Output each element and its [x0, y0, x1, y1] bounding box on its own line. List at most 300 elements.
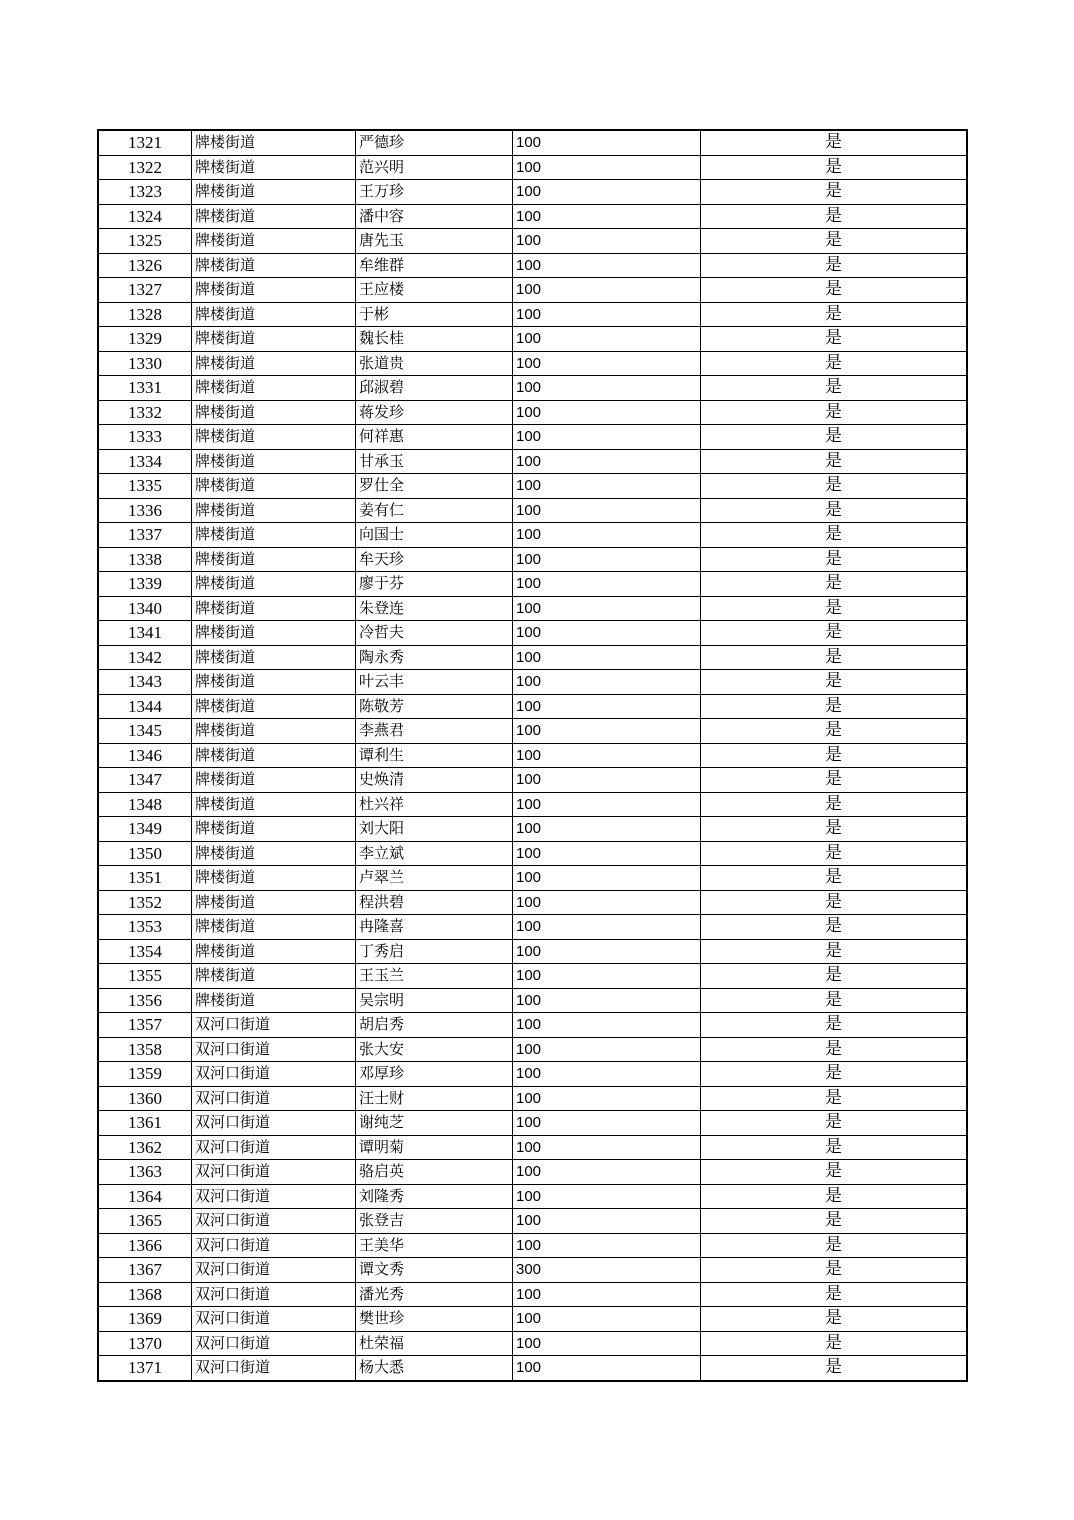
cell-person-name: 张大安: [356, 1037, 513, 1062]
table-row: [98, 743, 967, 768]
cell-row-number: 1369: [98, 1307, 192, 1332]
cell-row-number: 1328: [98, 302, 192, 327]
cell-person-name: 杨大悉: [356, 1356, 513, 1381]
cell-flag: 是: [701, 596, 968, 621]
table-row: [98, 1135, 967, 1160]
cell-street: 双河口街道: [192, 1013, 356, 1038]
cell-street: 牌楼街道: [192, 253, 356, 278]
cell-person-name: 樊世珍: [356, 1307, 513, 1332]
table-row: [98, 719, 967, 744]
cell-street: 牌楼街道: [192, 302, 356, 327]
cell-street: 牌楼街道: [192, 915, 356, 940]
cell-flag: 是: [701, 1356, 968, 1381]
cell-flag: 是: [701, 915, 968, 940]
cell-person-name: 杜兴祥: [356, 792, 513, 817]
cell-person-name: 史焕清: [356, 768, 513, 793]
cell-amount: 100: [513, 204, 701, 229]
data-table: [97, 129, 968, 1382]
cell-street: 牌楼街道: [192, 866, 356, 891]
cell-amount: 100: [513, 841, 701, 866]
table-row: [98, 792, 967, 817]
cell-amount: 100: [513, 1233, 701, 1258]
cell-flag: 是: [701, 474, 968, 499]
cell-row-number: 1345: [98, 719, 192, 744]
cell-row-number: 1347: [98, 768, 192, 793]
table-row: [98, 204, 967, 229]
cell-amount: 100: [513, 130, 701, 155]
cell-flag: 是: [701, 155, 968, 180]
cell-flag: 是: [701, 1282, 968, 1307]
cell-street: 牌楼街道: [192, 229, 356, 254]
cell-person-name: 冷哲夫: [356, 621, 513, 646]
cell-street: 双河口街道: [192, 1184, 356, 1209]
cell-amount: 100: [513, 1160, 701, 1185]
cell-row-number: 1371: [98, 1356, 192, 1381]
table-row: [98, 1233, 967, 1258]
cell-row-number: 1367: [98, 1258, 192, 1283]
cell-amount: 100: [513, 253, 701, 278]
cell-person-name: 甘承玉: [356, 449, 513, 474]
cell-row-number: 1321: [98, 130, 192, 155]
cell-street: 双河口街道: [192, 1086, 356, 1111]
cell-row-number: 1355: [98, 964, 192, 989]
cell-flag: 是: [701, 1160, 968, 1185]
cell-person-name: 向国士: [356, 523, 513, 548]
cell-flag: 是: [701, 278, 968, 303]
table-row: [98, 498, 967, 523]
table-row: [98, 302, 967, 327]
table-row: [98, 939, 967, 964]
cell-person-name: 胡启秀: [356, 1013, 513, 1038]
cell-street: 牌楼街道: [192, 376, 356, 401]
cell-amount: 100: [513, 1184, 701, 1209]
cell-amount: 100: [513, 1062, 701, 1087]
cell-amount: 100: [513, 1111, 701, 1136]
cell-row-number: 1366: [98, 1233, 192, 1258]
cell-street: 牌楼街道: [192, 768, 356, 793]
cell-flag: 是: [701, 988, 968, 1013]
cell-flag: 是: [701, 817, 968, 842]
cell-amount: 100: [513, 278, 701, 303]
cell-flag: 是: [701, 400, 968, 425]
cell-person-name: 刘大阳: [356, 817, 513, 842]
cell-row-number: 1362: [98, 1135, 192, 1160]
table-row: [98, 915, 967, 940]
cell-amount: 100: [513, 155, 701, 180]
table-row: [98, 1062, 967, 1087]
cell-amount: 100: [513, 670, 701, 695]
table-row: [98, 817, 967, 842]
table-row: [98, 1111, 967, 1136]
cell-flag: 是: [701, 1233, 968, 1258]
cell-row-number: 1337: [98, 523, 192, 548]
cell-street: 牌楼街道: [192, 694, 356, 719]
cell-amount: 100: [513, 376, 701, 401]
cell-street: 双河口街道: [192, 1331, 356, 1356]
cell-amount: 100: [513, 1209, 701, 1234]
table-row: [98, 890, 967, 915]
table-row: [98, 229, 967, 254]
cell-amount: 100: [513, 939, 701, 964]
cell-amount: 100: [513, 400, 701, 425]
cell-amount: 100: [513, 498, 701, 523]
table-row: [98, 1331, 967, 1356]
table-body: [98, 130, 967, 1381]
cell-row-number: 1327: [98, 278, 192, 303]
table-row: [98, 1086, 967, 1111]
cell-flag: 是: [701, 964, 968, 989]
cell-person-name: 张道贵: [356, 351, 513, 376]
cell-amount: 100: [513, 572, 701, 597]
cell-person-name: 范兴明: [356, 155, 513, 180]
table-row: [98, 1184, 967, 1209]
cell-flag: 是: [701, 1135, 968, 1160]
table-row: [98, 1037, 967, 1062]
cell-street: 双河口街道: [192, 1209, 356, 1234]
cell-amount: 100: [513, 1331, 701, 1356]
cell-row-number: 1348: [98, 792, 192, 817]
cell-amount: 100: [513, 719, 701, 744]
cell-amount: 100: [513, 229, 701, 254]
cell-flag: 是: [701, 621, 968, 646]
cell-flag: 是: [701, 498, 968, 523]
cell-street: 双河口街道: [192, 1111, 356, 1136]
cell-person-name: 姜有仁: [356, 498, 513, 523]
cell-flag: 是: [701, 302, 968, 327]
cell-flag: 是: [701, 1258, 968, 1283]
cell-amount: 100: [513, 694, 701, 719]
table-row: [98, 621, 967, 646]
table-row: [98, 1160, 967, 1185]
cell-amount: 100: [513, 964, 701, 989]
cell-street: 牌楼街道: [192, 449, 356, 474]
table-row: [98, 1307, 967, 1332]
table-row: [98, 474, 967, 499]
cell-amount: 100: [513, 915, 701, 940]
cell-flag: 是: [701, 523, 968, 548]
cell-flag: 是: [701, 376, 968, 401]
table-row: [98, 180, 967, 205]
cell-person-name: 李燕君: [356, 719, 513, 744]
cell-street: 牌楼街道: [192, 964, 356, 989]
cell-amount: 100: [513, 351, 701, 376]
cell-flag: 是: [701, 792, 968, 817]
cell-amount: 100: [513, 1037, 701, 1062]
cell-street: 牌楼街道: [192, 841, 356, 866]
cell-row-number: 1351: [98, 866, 192, 891]
cell-row-number: 1359: [98, 1062, 192, 1087]
cell-amount: 100: [513, 1086, 701, 1111]
table-row: [98, 425, 967, 450]
cell-person-name: 王应楼: [356, 278, 513, 303]
cell-row-number: 1331: [98, 376, 192, 401]
cell-row-number: 1332: [98, 400, 192, 425]
cell-row-number: 1349: [98, 817, 192, 842]
cell-row-number: 1365: [98, 1209, 192, 1234]
cell-person-name: 卢翠兰: [356, 866, 513, 891]
table-row: [98, 1282, 967, 1307]
cell-person-name: 汪士财: [356, 1086, 513, 1111]
cell-flag: 是: [701, 670, 968, 695]
cell-person-name: 牟天珍: [356, 547, 513, 572]
cell-person-name: 陈敬芳: [356, 694, 513, 719]
cell-row-number: 1334: [98, 449, 192, 474]
cell-row-number: 1342: [98, 645, 192, 670]
cell-person-name: 谢纯芝: [356, 1111, 513, 1136]
cell-flag: 是: [701, 1062, 968, 1087]
cell-amount: 100: [513, 1282, 701, 1307]
cell-flag: 是: [701, 1013, 968, 1038]
cell-row-number: 1330: [98, 351, 192, 376]
table-row: [98, 523, 967, 548]
cell-row-number: 1325: [98, 229, 192, 254]
cell-flag: 是: [701, 204, 968, 229]
cell-street: 牌楼街道: [192, 670, 356, 695]
cell-street: 牌楼街道: [192, 890, 356, 915]
cell-person-name: 谭文秀: [356, 1258, 513, 1283]
cell-person-name: 邱淑碧: [356, 376, 513, 401]
cell-amount: 100: [513, 474, 701, 499]
cell-amount: 100: [513, 621, 701, 646]
table-row: [98, 964, 967, 989]
cell-amount: 100: [513, 866, 701, 891]
cell-street: 双河口街道: [192, 1037, 356, 1062]
cell-row-number: 1335: [98, 474, 192, 499]
cell-person-name: 严德珍: [356, 130, 513, 155]
table-row: [98, 1209, 967, 1234]
cell-person-name: 程洪碧: [356, 890, 513, 915]
cell-row-number: 1364: [98, 1184, 192, 1209]
table-row: [98, 400, 967, 425]
cell-flag: 是: [701, 645, 968, 670]
table-row: [98, 327, 967, 352]
table-row: [98, 351, 967, 376]
cell-person-name: 唐先玉: [356, 229, 513, 254]
table-row: [98, 1258, 967, 1283]
table-row: [98, 694, 967, 719]
cell-flag: 是: [701, 1331, 968, 1356]
cell-person-name: 王玉兰: [356, 964, 513, 989]
table-row: [98, 768, 967, 793]
cell-row-number: 1329: [98, 327, 192, 352]
cell-amount: 100: [513, 547, 701, 572]
cell-amount: 100: [513, 817, 701, 842]
table-row: [98, 547, 967, 572]
cell-flag: 是: [701, 253, 968, 278]
cell-row-number: 1357: [98, 1013, 192, 1038]
cell-row-number: 1323: [98, 180, 192, 205]
table-row: [98, 596, 967, 621]
cell-street: 牌楼街道: [192, 327, 356, 352]
cell-street: 牌楼街道: [192, 596, 356, 621]
cell-flag: 是: [701, 841, 968, 866]
cell-person-name: 刘隆秀: [356, 1184, 513, 1209]
cell-person-name: 叶云丰: [356, 670, 513, 695]
cell-person-name: 骆启英: [356, 1160, 513, 1185]
cell-amount: 100: [513, 743, 701, 768]
cell-flag: 是: [701, 694, 968, 719]
cell-amount: 100: [513, 449, 701, 474]
cell-row-number: 1353: [98, 915, 192, 940]
cell-street: 双河口街道: [192, 1160, 356, 1185]
cell-row-number: 1339: [98, 572, 192, 597]
cell-row-number: 1361: [98, 1111, 192, 1136]
cell-flag: 是: [701, 939, 968, 964]
cell-row-number: 1333: [98, 425, 192, 450]
cell-row-number: 1343: [98, 670, 192, 695]
cell-person-name: 丁秀启: [356, 939, 513, 964]
cell-street: 牌楼街道: [192, 572, 356, 597]
cell-amount: 100: [513, 890, 701, 915]
cell-street: 牌楼街道: [192, 278, 356, 303]
cell-amount: 100: [513, 1135, 701, 1160]
cell-flag: 是: [701, 1184, 968, 1209]
cell-person-name: 魏长桂: [356, 327, 513, 352]
cell-row-number: 1354: [98, 939, 192, 964]
table-row: [98, 376, 967, 401]
cell-row-number: 1344: [98, 694, 192, 719]
cell-flag: 是: [701, 1307, 968, 1332]
cell-street: 牌楼街道: [192, 523, 356, 548]
cell-flag: 是: [701, 743, 968, 768]
table-row: [98, 572, 967, 597]
cell-person-name: 牟维群: [356, 253, 513, 278]
cell-person-name: 潘光秀: [356, 1282, 513, 1307]
cell-row-number: 1350: [98, 841, 192, 866]
cell-street: 双河口街道: [192, 1258, 356, 1283]
table-row: [98, 1013, 967, 1038]
cell-street: 双河口街道: [192, 1135, 356, 1160]
table-row: [98, 278, 967, 303]
table-row: [98, 988, 967, 1013]
table-row: [98, 155, 967, 180]
cell-row-number: 1356: [98, 988, 192, 1013]
cell-flag: 是: [701, 130, 968, 155]
cell-street: 牌楼街道: [192, 792, 356, 817]
table-row: [98, 449, 967, 474]
cell-person-name: 何祥惠: [356, 425, 513, 450]
table-row: [98, 130, 967, 155]
cell-flag: 是: [701, 449, 968, 474]
cell-street: 双河口街道: [192, 1282, 356, 1307]
cell-row-number: 1352: [98, 890, 192, 915]
cell-amount: 100: [513, 327, 701, 352]
table-row: [98, 841, 967, 866]
cell-row-number: 1363: [98, 1160, 192, 1185]
cell-row-number: 1324: [98, 204, 192, 229]
cell-street: 牌楼街道: [192, 988, 356, 1013]
cell-amount: 100: [513, 988, 701, 1013]
cell-row-number: 1336: [98, 498, 192, 523]
cell-person-name: 邓厚珍: [356, 1062, 513, 1087]
cell-flag: 是: [701, 1111, 968, 1136]
cell-row-number: 1370: [98, 1331, 192, 1356]
cell-flag: 是: [701, 866, 968, 891]
cell-person-name: 谭利生: [356, 743, 513, 768]
cell-flag: 是: [701, 1037, 968, 1062]
table-row: [98, 645, 967, 670]
cell-street: 牌楼街道: [192, 400, 356, 425]
cell-row-number: 1338: [98, 547, 192, 572]
cell-person-name: 吴宗明: [356, 988, 513, 1013]
cell-person-name: 于彬: [356, 302, 513, 327]
cell-row-number: 1340: [98, 596, 192, 621]
cell-amount: 300: [513, 1258, 701, 1283]
cell-person-name: 冉隆喜: [356, 915, 513, 940]
cell-flag: 是: [701, 180, 968, 205]
cell-street: 牌楼街道: [192, 474, 356, 499]
cell-person-name: 谭明菊: [356, 1135, 513, 1160]
table-row: [98, 1356, 967, 1381]
cell-flag: 是: [701, 229, 968, 254]
cell-amount: 100: [513, 302, 701, 327]
cell-row-number: 1326: [98, 253, 192, 278]
cell-street: 牌楼街道: [192, 204, 356, 229]
cell-person-name: 张登吉: [356, 1209, 513, 1234]
cell-amount: 100: [513, 523, 701, 548]
table-row: [98, 866, 967, 891]
cell-person-name: 王美华: [356, 1233, 513, 1258]
cell-amount: 100: [513, 1013, 701, 1038]
cell-flag: 是: [701, 890, 968, 915]
cell-person-name: 蒋发珍: [356, 400, 513, 425]
cell-flag: 是: [701, 572, 968, 597]
cell-row-number: 1360: [98, 1086, 192, 1111]
cell-flag: 是: [701, 547, 968, 572]
cell-street: 牌楼街道: [192, 130, 356, 155]
cell-flag: 是: [701, 425, 968, 450]
cell-row-number: 1322: [98, 155, 192, 180]
cell-person-name: 廖于芬: [356, 572, 513, 597]
cell-amount: 100: [513, 645, 701, 670]
cell-street: 牌楼街道: [192, 645, 356, 670]
cell-amount: 100: [513, 1307, 701, 1332]
cell-flag: 是: [701, 327, 968, 352]
cell-street: 牌楼街道: [192, 719, 356, 744]
cell-street: 牌楼街道: [192, 817, 356, 842]
cell-person-name: 李立斌: [356, 841, 513, 866]
cell-amount: 100: [513, 768, 701, 793]
cell-street: 牌楼街道: [192, 547, 356, 572]
cell-street: 牌楼街道: [192, 180, 356, 205]
cell-amount: 100: [513, 596, 701, 621]
cell-amount: 100: [513, 1356, 701, 1381]
cell-row-number: 1346: [98, 743, 192, 768]
cell-street: 牌楼街道: [192, 425, 356, 450]
cell-street: 双河口街道: [192, 1233, 356, 1258]
cell-flag: 是: [701, 1209, 968, 1234]
cell-row-number: 1341: [98, 621, 192, 646]
cell-street: 双河口街道: [192, 1307, 356, 1332]
cell-flag: 是: [701, 768, 968, 793]
cell-row-number: 1358: [98, 1037, 192, 1062]
cell-street: 牌楼街道: [192, 743, 356, 768]
cell-person-name: 杜荣福: [356, 1331, 513, 1356]
cell-person-name: 罗仕全: [356, 474, 513, 499]
cell-person-name: 王万珍: [356, 180, 513, 205]
cell-flag: 是: [701, 1086, 968, 1111]
cell-flag: 是: [701, 719, 968, 744]
cell-street: 牌楼街道: [192, 155, 356, 180]
cell-street: 牌楼街道: [192, 621, 356, 646]
cell-flag: 是: [701, 351, 968, 376]
cell-street: 双河口街道: [192, 1062, 356, 1087]
cell-person-name: 朱登连: [356, 596, 513, 621]
cell-street: 双河口街道: [192, 1356, 356, 1381]
cell-amount: 100: [513, 180, 701, 205]
cell-street: 牌楼街道: [192, 939, 356, 964]
table-row: [98, 253, 967, 278]
